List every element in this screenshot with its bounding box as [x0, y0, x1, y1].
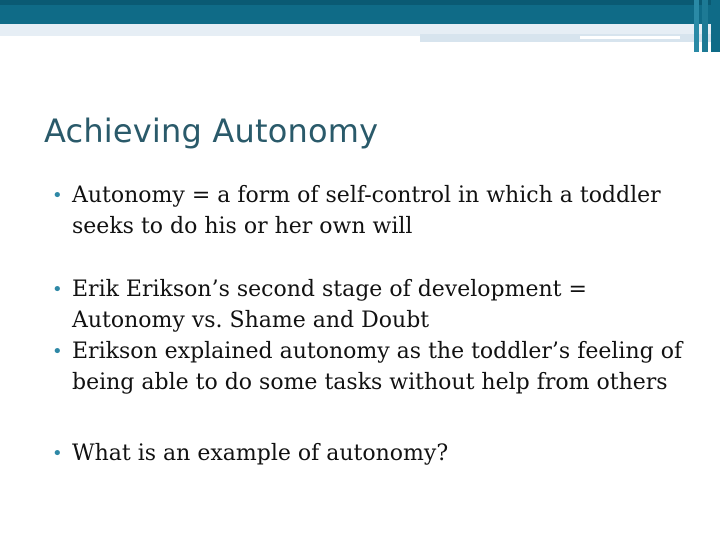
bullet-text: Autonomy = a form of self-control in which a toddler seeks to do his or her own will [72, 183, 661, 239]
slide-title: Achieving Autonomy [44, 112, 379, 150]
bullet-item [52, 438, 692, 469]
corner-bar [694, 0, 699, 52]
header-stripe-highlight [580, 36, 680, 39]
corner-bar [711, 0, 720, 52]
bullet-item [52, 180, 692, 242]
bullet-text: What is an example of autonomy? [72, 441, 449, 466]
bullet-list [52, 180, 692, 469]
bullet-item [52, 336, 692, 398]
bullet-item [52, 274, 692, 336]
bullet-dot-icon: • [52, 443, 63, 464]
bullet-dot-icon: • [52, 185, 63, 206]
bullet-dot-icon: • [52, 341, 63, 362]
bullet-dot-icon: • [52, 279, 63, 300]
header-band-top-edge [0, 0, 720, 5]
corner-bar [702, 0, 708, 52]
corner-decoration [694, 0, 720, 52]
bullet-text: Erik Erikson’s second stage of development = Autonomy vs. Shame and Doubt [72, 277, 587, 333]
bullet-text: Erikson explained autonomy as the toddler’s feeling of being able to do some tasks without help from others [72, 339, 683, 395]
spacer [52, 398, 692, 438]
spacer [52, 242, 692, 274]
